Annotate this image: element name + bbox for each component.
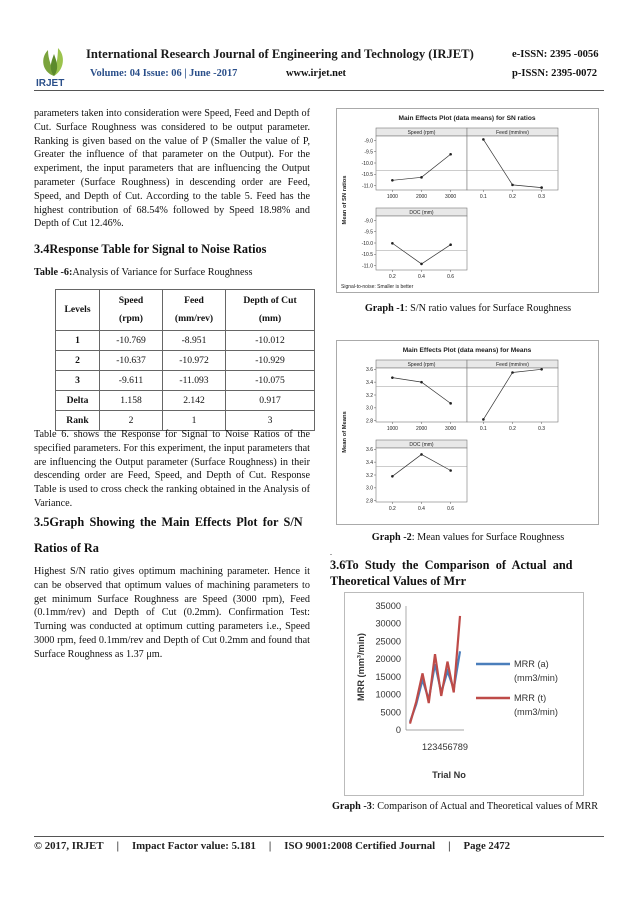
x-tick-label: 1000 (386, 426, 398, 432)
y-axis-label: Mean of Means (342, 411, 348, 453)
cell: 0.917 (226, 391, 315, 411)
header-levels (56, 290, 100, 331)
y-tick-label: -10.5 (361, 252, 373, 259)
cell: 3 (226, 411, 315, 431)
effect-point (540, 368, 543, 371)
graph3-caption (330, 800, 600, 814)
footer-page-number: Page 2472 (463, 840, 511, 852)
legend-label: MRR (a) (514, 659, 549, 669)
mrr-comparison-chart (344, 592, 584, 796)
x-tick-label: 0.2 (509, 194, 516, 200)
header-doc (226, 290, 315, 331)
effect-point (391, 242, 394, 245)
section-heading-3-5-cont: Ratios of Ra (34, 541, 99, 555)
effect-point (540, 186, 543, 189)
table-row (56, 351, 315, 371)
effect-point (449, 153, 452, 156)
legend-label: (mm3/min) (514, 673, 558, 683)
cell: 2 (56, 351, 100, 371)
cell: 1 (56, 331, 100, 351)
y-tick-label: 2.8 (366, 498, 373, 505)
table-caption-text: Analysis of Variance for Surface Roughness (72, 267, 253, 278)
section-heading-3-5: 3.5Graph Showing the Main Effects Plot for S/N (34, 515, 303, 529)
graph3-label: Graph -3 (331, 801, 372, 812)
e-issn: e-ISSN: 2395 -0056 (512, 49, 599, 60)
header-feed-text: Feed (mm/rev) (174, 295, 214, 324)
legend-label: (mm3/min) (514, 707, 558, 717)
graph1-text: : S/N ratio values for Surface Roughness (404, 303, 572, 314)
panel-title: DOC (mm) (409, 210, 434, 216)
x-tick-label: 3000 (445, 194, 457, 200)
cell: 1.158 (100, 391, 163, 411)
effect-point (420, 263, 423, 266)
cell: Rank (56, 411, 100, 431)
x-tick-labels: 123456789 (422, 742, 468, 752)
paragraph-optimum: Highest S/N ratio gives optimum machining parameter. Hence it can be observed that optimum values of machining parameters to get minimum Surface Roughness are Speed (3000 rpm), Feed (0.1mm/rev) and Depth of Cut (0.2mm). Confirmation Test: Turning was conducted at optimum cutting parameters i.e., Speed 3000 rpm, feed 0.1mm/rev and Depth of Cut 0.2mm and found that Surface Roughness as 1.37 μm. (34, 566, 310, 660)
y-tick-label: -9.0 (364, 218, 373, 225)
table-caption (34, 267, 252, 278)
x-tick-label: 0.3 (538, 426, 546, 432)
cell: -10.929 (226, 351, 315, 371)
effect-point (391, 475, 394, 478)
table-row (56, 371, 315, 391)
paragraph-anova-ranking: parameters taken into consideration were Speed, Feed and Depth of Cut. Surface Roughness was considered to be output parameter. Ranking is given based on the value of P (Smaller the value of P, Greater the influence of that parameter on the Output). For the experiment, the input parameters that are influencing the Output parameter (Surface Roughness) in descending order are Feed, Speed, and Depth of Cut. According to the table 5. Feed has the highest contribution of 68.54% followed by Speed 18.98% and Depth of Cut 12.46%. (34, 108, 310, 230)
graph1-label: Graph -1 (364, 303, 405, 314)
cell: 3 (56, 371, 100, 391)
header-levels-text: Levels (64, 304, 91, 315)
volume-issue: Volume: 04 Issue: 06 | June -2017 (90, 68, 238, 79)
cell: 2.142 (163, 391, 226, 411)
y-tick-label: 15000 (375, 671, 401, 682)
journal-logo (34, 46, 74, 88)
panel-title: DOC (mm) (409, 442, 434, 448)
table-row (56, 391, 315, 411)
header-speed-text: Speed (rpm) (118, 295, 144, 324)
effect-point (511, 184, 514, 187)
panel-title: Speed (rpm) (407, 362, 436, 368)
table-row (56, 331, 315, 351)
footer-separator: | (268, 840, 272, 852)
section-heading-3-6-cont: Theoretical Values of Mrr (330, 574, 467, 588)
y-tick-label: 3.6 (366, 367, 373, 374)
panel-box (376, 368, 467, 422)
y-tick-label: 2.8 (366, 418, 373, 425)
graph2-text: : Mean values for Surface Roughness (411, 532, 565, 543)
means-main-effects-plot (336, 340, 599, 525)
y-tick-label: 3.0 (366, 485, 373, 492)
p-issn: p-ISSN: 2395-0072 (512, 68, 598, 79)
legend-label: MRR (t) (514, 693, 547, 703)
y-tick-label: 3.6 (366, 447, 373, 454)
y-tick-label: -9.0 (364, 138, 373, 145)
x-tick-label: 0.6 (447, 274, 455, 280)
y-tick-label: -9.5 (364, 149, 373, 156)
table-caption-label: Table -6: (34, 267, 73, 278)
panel-title: Feed (mm/rev) (496, 130, 529, 136)
cell: -9.611 (100, 371, 163, 391)
footer-copyright: © 2017, IRJET (34, 840, 104, 852)
effect-point (482, 138, 485, 141)
effect-point (420, 176, 423, 179)
table-header-row (56, 290, 315, 331)
x-tick-label: 0.1 (479, 426, 487, 432)
y-tick-label: 3.4 (366, 379, 373, 386)
header-doc-text: Depth of Cut (mm) (243, 295, 297, 324)
footer (34, 840, 510, 852)
panel-box (467, 136, 558, 190)
x-tick-label: 2000 (415, 426, 428, 432)
x-tick-label: 0.1 (479, 194, 487, 200)
effect-point (391, 179, 394, 182)
x-axis-label: Trial No (432, 770, 466, 780)
effect-point (391, 376, 394, 379)
effect-point (420, 453, 423, 456)
effect-point (449, 243, 452, 246)
y-axis-label: MRR (mm³/min) (356, 633, 366, 701)
y-tick-label: -10.0 (361, 160, 373, 167)
y-tick-label: 5000 (380, 707, 401, 718)
cell: -10.769 (100, 331, 163, 351)
y-tick-label: 3.4 (366, 459, 373, 466)
footer-iso: ISO 9001:2008 Certified Journal (284, 840, 436, 852)
x-tick-label: 0.2 (509, 426, 516, 432)
x-tick-label: 2000 (415, 194, 428, 200)
y-tick-label: 30000 (375, 618, 401, 629)
footer-divider (34, 836, 604, 837)
cell: -10.637 (100, 351, 163, 371)
panel-box (376, 136, 467, 190)
footer-separator: | (448, 840, 451, 852)
y-tick-label: 10000 (375, 689, 401, 700)
logo-leaf-icon (34, 46, 74, 88)
x-tick-label: 0.4 (418, 506, 425, 512)
panel-title: Feed (mm/rev) (496, 362, 529, 368)
y-tick-label: 20000 (375, 654, 401, 665)
section-heading-3-4: 3.4Response Table for Signal to Noise Ratios (34, 242, 267, 256)
y-tick-label: -10.0 (361, 240, 373, 247)
effect-point (449, 469, 452, 472)
header-feed (163, 290, 226, 331)
sn-main-effects-plot (336, 108, 599, 293)
y-tick-label: 25000 (375, 636, 401, 647)
graph1-caption (336, 302, 600, 316)
section-heading-3-6: 3.6To Study the Comparison of Actual and (330, 558, 573, 572)
x-tick-label: 0.4 (418, 274, 425, 280)
sn-response-table (55, 289, 315, 431)
graph2-caption (336, 532, 600, 543)
paragraph-response-table: Table 6. shows the Response for Signal to Noise Ratios of the specified parameters. For this experiment, the input parameters that are influencing the Output parameter (Surface Roughness) in their descending order are Feed, Speed, and Depth of Cut. Response Table is used to cross check the ranking obtained in the Analysis of Variance. (34, 429, 310, 509)
y-tick-label: -10.5 (361, 172, 373, 179)
y-tick-label: 3.2 (366, 392, 373, 399)
x-tick-label: 0.2 (388, 506, 396, 512)
cell: -10.075 (226, 371, 315, 391)
cell: 1 (163, 411, 226, 431)
x-tick-label: 0.6 (447, 506, 455, 512)
y-tick-label: 0 (395, 725, 401, 735)
effect-point (449, 402, 452, 405)
footer-separator: | (116, 840, 119, 852)
plot-title: Main Effects Plot (data means) for SN ratios (398, 115, 536, 122)
x-tick-label: 0.3 (538, 194, 546, 200)
x-tick-label: 0.2 (388, 274, 396, 280)
y-tick-label: 35000 (375, 601, 401, 611)
cell: 2 (100, 411, 163, 431)
effect-point (420, 381, 423, 384)
plot-title: Main Effects Plot (data means) for Means (402, 347, 532, 354)
header-divider (34, 90, 604, 91)
x-tick-label: 1000 (386, 194, 398, 200)
effect-point (511, 371, 514, 374)
journal-title: International Research Journal of Engineering and Technology (IRJET) (86, 47, 474, 61)
header-speed (100, 290, 163, 331)
x-tick-label: 3000 (445, 426, 457, 432)
y-tick-label: 3.2 (366, 472, 373, 479)
cell: -11.093 (163, 371, 226, 391)
plot-footnote: Signal-to-noise: Smaller is better (341, 284, 414, 290)
panel-box (376, 448, 467, 502)
y-axis-label: Mean of SN ratios (342, 175, 348, 225)
cell: -8.951 (163, 331, 226, 351)
y-tick-label: -9.5 (364, 229, 373, 236)
y-tick-label: -11.0 (361, 263, 373, 270)
effect-point (482, 418, 485, 421)
footer-impact-factor: Impact Factor value: 5.181 (131, 840, 256, 852)
graph3-text: : Comparison of Actual and Theoretical values of MRR (371, 801, 599, 812)
panel-title: Speed (rpm) (407, 130, 436, 136)
website-link[interactable]: www.irjet.net (286, 68, 347, 79)
cell: Delta (56, 391, 100, 411)
cell: -10.012 (226, 331, 315, 351)
cell: -10.972 (163, 351, 226, 371)
panel-box (376, 216, 467, 270)
logo-text: IRJET (36, 78, 65, 88)
panel-box (467, 368, 558, 422)
y-tick-label: -11.0 (361, 183, 373, 190)
graph2-label: Graph -2 (371, 532, 412, 543)
stray-dot: . (330, 548, 332, 557)
y-tick-label: 3.0 (366, 405, 373, 412)
